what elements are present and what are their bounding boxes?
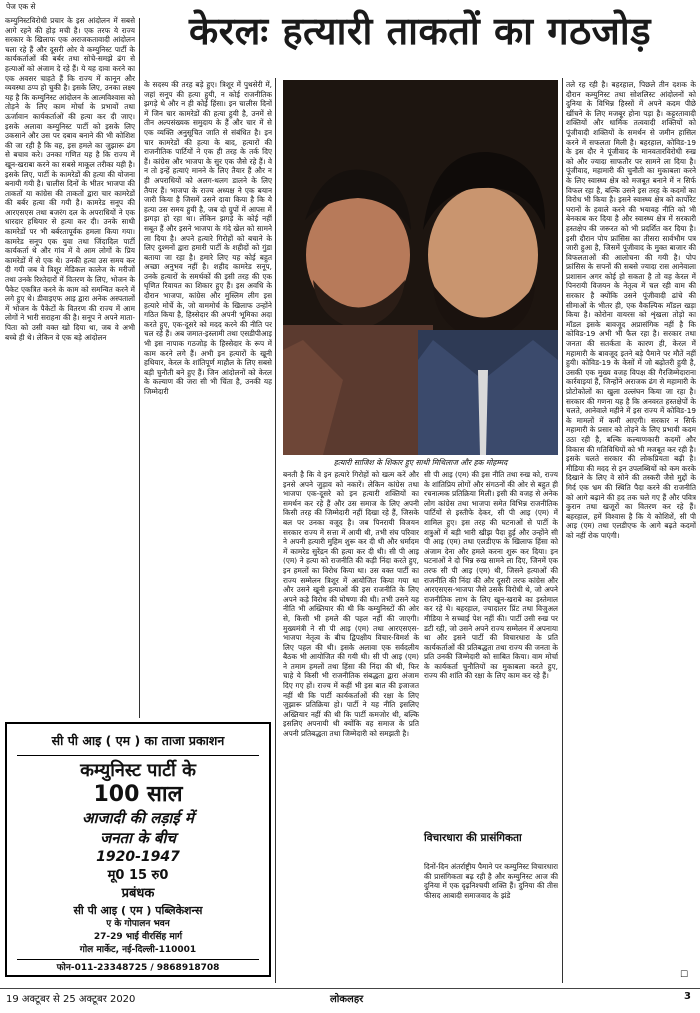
two-men-portrait-image: [283, 80, 558, 455]
ad-book-line1: कम्युनिस्ट पार्टी के: [80, 760, 196, 781]
ad-address-2: 27-29 भाई वीरसिंह मार्ग: [93, 932, 183, 942]
ad-book-line2: 100 साल: [93, 782, 183, 807]
footer-rule: [0, 988, 700, 989]
ad-address-3: गोल मार्केट, नई-दिल्ली-110001: [79, 945, 197, 955]
article-column-4-continued: दिनों-दिन अंतर्राष्ट्रीय पैमाने पर कम्युनिस्ट विचारधारा की प्रासंगिकता बढ़ रही है और कम्युनिस्ट आज की दुनिया में एक दृढ़निश्चयी शक्ति हैं। दुनिया की तीस फीसद आबादी समाजवाद के झंडे: [424, 862, 558, 900]
article-column-1: कम्युनिस्टविरोधी प्रचार के इस आंदोलन में सबसे आगे रहने की होड़ मची है। एक तरफ ये राज्य सरकार के खिलाफ एक अराजकतावादी आंदोलन चला रहे हैं और दूसरी ओर वे कम्युनिस्ट पार्टी के कार्यकर्ताओं की बर्बर तथा सोचे-समझे ढंग से हत्याओं को अंजाम दे रहे हैं। ये यह दावा करने का एक अवसर चाहते हैं कि राज्य में कानून और व्यवस्था ठप्प हो चुकी है। इसके लिए, उनका लक्ष्य यह है कि कम्युनिस्ट आंदोलन के आत्मविश्वास को तोड़ने के लिए काम मोर्चा के प्रभावों तथा ऊर्जावान कार्यकर्ताओं की हत्या कर दी जाए। इसके अलावा कम्युनिस्ट पार्टी को इसके लिए उकसाने और उस पर दबाव बनाने की भी कोशिश की जा रही है कि वह, इस हमले का जुझारू ढंग से बचाव करे। उनका गणित यह है कि राज्य में खून-खराबा करने का सबसे माकूल तरीका यही है। इसके लिए, पार्टी के कामरेडों की हत्या की योजना बनायी गयी है। चालीस दिनों के भीतर भाजपा की ताकतों या कांग्रेस की ताकतों द्वारा चार कामरेडों की बर्बर हत्या की गयी है। कामरेड सनूप की आरएसएस तथा बजरंग दल के अपराधियों ने एक धारदार हथियार से हत्या कर दी। उनके साथी कामरेडों पर भी बर्बरतापूर्वक हमला किया गया। कामरेड सनूप एक युवा तथा जिंदादिल पार्टी कार्यकर्ता थे और गांव में वे आम लोगों के प्रिय कामरेडों में से एक थे। उनकी हत्या उस समय कर दी गयी जब वे त्रिशूर मेडिकल कालेज के मरीजों तथा उनके रिश्तेदारों में वितरण के लिए, भोजन के पैकेट एकत्रित करने के काम को समन्वित करने में लगे हुए थे। डीवाइएफ आइ द्वारा अनेक अस्पतालों में भोजन के पैकेटों के वितरण की राज्य में आम लोगों ने भारी सराहना की है। सनूप ने अपने माता-पिता को उसी वक्त खो दिया था, जब वे अभी बच्चे ही थे। लेकिन वे एक बड़े आंदोलन: [5, 16, 135, 342]
news-photo: [283, 80, 558, 455]
column-divider: [562, 78, 563, 983]
ad-book-line3: आजादी की लड़ाई में: [82, 809, 194, 827]
column-divider: [139, 18, 140, 718]
article-column-5: तले रह रही है। बहरहाल, पिछले तीन दशक के दौरान कम्युनिस्ट तथा सोशलिस्ट आंदोलनों को दुनिया के विभिन्न हिस्सों में अपने कदम पीछे खींचने के लिए मजबूर होना पड़ा है। कट्टरतावादी शक्तियों और धार्मिक तत्ववादी शक्तियों को पूंजीवादी शक्तियों के समर्थन से जमीन हासिल करने में सफलता मिली है। बहरहाल, कोविड-19 के इस दौर ने पूंजीवाद के मानवतारविरोधी रुख को और ज्यादा साफतौर पर सामने ला दिया है। पूंजीवाद, महामारी की चुनौती का मुकाबला करने के लिए स्वास्थ्य क्षेत्र को मजबूत बनाने में न सिर्फ विफल रहा है, बल्कि उसने इस तरह के कदमों का विरोध भी किया है। इसने स्वास्थ्य क्षेत्र को कार्पोरेट घरानों के हवाले करने की भयावह नीति को भी बेनकाब कर दिया है और स्वास्थ्य क्षेत्र में सरकारी हस्तक्षेप की जरूरत को भी प्रदर्शित कर दिया है। इसी दौरान पोप फ्रांसिस का तीसरा सार्वभौम पत्र जारी हुआ है, जिसमें पूंजीवाद के मुक्त बाजार की विफलताओं की आलोचना की गयी है। पोप फ्रांसिस के सपनों की सबसे ज्यादा रास आनेवाला प्रशासन अगर कोई हो सकता है तो वह केरल में पिनरायी विजयन के नेतृत्व में चल रही वाम की सरकार है क्योंकि उसने पूंजीवादी ढांचे की सीमाओं के भीतर ही, एक वैकल्पिक मॉडल खड़ा किया है। कोरोना वायरस को शृंखला तोड़ो का मॉडल इसके बावजूद अप्रासंगिक नहीं है कि कोविड-19 अभी भी फैल रहा है। सरकार तथा जनता की सतर्कता के कारण ही, केरल में महामारी के बावजूद इतने बड़े पैमाने पर मौतें नहीं हुयी। कोविड-19 के केसों में जो बढ़ोतरी हुयी है, उसकी एक मुख्य वजह विपक्ष की गैरजिम्मेदाराना कार्रवाइयां हैं, जिन्होंने अराजक ढंग से महामारी के प्रोटोकोलों का खुला उल्लंघन किया जा रहा है। सरकार की गणना यह है कि अनवरत हस्तक्षेपों के चलते, आनेवाले महीने में इस राज्य में कोविड-19 के मामलों में कमी आएगी। सरकार न सिर्फ महामारी के प्रसार को तोड़ने के लिए प्रभावी कदम उठा रही है, बल्कि कल्याणकारी कदमों और विकास की गतिविधियों को भी मजबूत कर रही है। इसके चलते सरकार की लोकप्रियता बढ़ी है। मीडिया की मदद से इन उपलब्धियों को कम करके दिखाने के लिए वे सोने की तस्करी जैसे मुद्दों के गिर्द एक भ्रम की स्थिति पैदा करने की राजनीति को आगे बढ़ाने की हद तक चले गए हैं और पवित्र कुरान तथा खजूरों का वितरण कर रहे हैं। बहरहाल, हमें विश्वास है कि ये कोशिशें, सी पी आइ (एम) तथा एलडीएफ के आगे बढ़ते कदमों को नहीं रोक पाएंगी।: [566, 80, 696, 540]
ad-publisher: सी पी आइ ( एम ) पब्लिकेशन्स: [73, 904, 203, 917]
footer-page-number: 3: [684, 991, 691, 1002]
article-column-2: के सदस्य की तरह बड़े हुए। त्रिशूर में पुथसेरी में, जहां सनूप की हत्या हुयी, न कोई राजनीतिक झगड़े थे और न ही कोई हिंसा। इन चालीस दिनों में जिन चार कामरेडों की हत्या हुयी है, उनमें से तीन अल्पसंख्यक समुदाय के हैं और चार में से एक व्यक्ति अनुसूचित जाति से संबंधित है। इन चार कामरेडों की हत्या के बाद, हत्यारों की राजनीतिक पार्टियों ने एक ही तरह के तर्क दिए हैं। कांग्रेस और भाजपा के सुर एक जैसे रहे हैं। वे न तो इन्हें हत्याएं मानने के लिए तैयार हैं और न ही अपराधियों को अलग-थलग डालने के लिए तैयार हैं। भाजपा के राज्य अध्यक्ष ने एक बयान जारी किया है जिसमें उसने दावा किया है कि ये हत्या उस समय हुयी है, जब दो ग्रुपों में आपस में झगड़ा हो रहा था। लेकिन झगड़े के कोई नहीं सबूत हैं और इसने भाजपा के गंदे खेल को सामने ला दिया है। अपने हत्यारे गिरोहों को बचाने के लिए दुश्मनों द्वारा हमारी पार्टी के शहीदों को गुंडा बताया जा रहा है। हमारे लिए यह कोई बहुत अच्छा अनुभव नहीं है। शहीद कामरेड सनूप, उनके हत्यारों के समर्थकों की इसी तरह की एक घृणित रिवायत का शिकार हुए हैं। इस अवधि के दौरान भाजपा, कांग्रेस और मुस्लिम लीग इस हत्यारे मोर्चे के, जो वाममोर्च के खिलाफ उन्होंने गठित किया है, हिस्सेदार की अपनी भूमिका अदा करते हुए, एक-दूसरे को मदद करने की नीति पर चल रहे हैं। अब जमात-इस्लामी तथा एसडीपीआइ भी इस नापाक गठजोड़ के हिस्सेदार के रूप में काम करने लगे हैं। अभी इन हत्यारों के खूनी हथियार, केरल के शांतिपूर्ण माहौल के लिए सबसे बड़ी चुनौती बने हुए हैं। जिन आंदोलनों को केरल के कल्याण की जरा सी भी चिंता है, उनकी यह जिम्मेदारी: [144, 80, 272, 396]
ad-book-line4: जनता के बीच: [100, 829, 176, 847]
ad-manager-label: प्रबंधक: [121, 886, 155, 901]
ad-title: सी पी आइ ( एम ) का ताजा प्रकाशन: [51, 733, 225, 748]
ad-price: मू0 15 रु0: [107, 868, 169, 883]
article-column-4: सी पी आइ (एम) की इस नीति तथा रुख को, राज्य के शांतिप्रिय लोगों और संगठनों की ओर से बहुत ही रचनात्मक प्रतिक्रिया मिली। इसी की वजह से अनेक लोग कांग्रेस तथा भाजपा समेत विभिन्न राजनीतिक पार्टियों से इस्तीफे देकर, सी पी आइ (एम) में शामिल हुए। इस तरह की घटनाओं से पार्टी के शत्रुओं में बड़ी भारी खीझ पैदा हुई और उन्होंने सी पी आइ (एम) तथा एलडीएफ के खिलाफ हिंसा को अंजाम देना और हमले करना शुरू कर दिया। इन घटनाओं ने दो भिन्न रुख सामने ला दिए, जिनमें एक तरफ सी पी आइ (एम) थी, जिसने हत्याओं की राजनीति की निंदा की और दूसरी तरफ कांग्रेस और आरएसएस-भाजपा जैसे उसके विरोधी थे, जो अपने राजनीतिक लाभ के लिए खून-खराबे का इस्तेमाल कर रहे थे। बहरहाल, ज्यादातर प्रिंट तथा विजुअल मीडिया ने सच्चाई पेश नहीं की। पार्टी उसी रुख पर डटी रही, जो उसने अपने राज्य सम्मेलन में अपनाया था और इसने पार्टी की विचारधारा के प्रति कार्यकर्ताओं की प्रतिबद्धता तथा राज्य की जनता के प्रति उनकी जिम्मेदारी को साबित किया। वाम मोर्चा के कार्यकर्ता चुनौतियों का मुकाबला करते हुए, राज्य की शांति की रक्षा के लिए काम कर रहे हैं।: [424, 470, 558, 681]
ad-address-1: ए के गोपालन भवन: [106, 919, 170, 929]
footer-paper-name: लोकलहर: [330, 994, 364, 1005]
page-label: पेज एक से: [6, 2, 36, 11]
ad-divider: [17, 755, 259, 756]
publication-advertisement: [5, 722, 271, 977]
photo-caption: हत्यारी साजिश के शिकार हुए साथी मिथिलाज और हक मोहम्मद: [333, 458, 508, 467]
ad-book-years: 1920-1947: [96, 849, 180, 865]
article-column-3: बनती है कि वे इन हत्यारे गिरोहों को खत्म करें और इनसे अपने जुड़ाव को नकारें। लेकिन कांग्रेस तथा भाजपा एक-दूसरे को इन हत्यारी शक्तियों का समर्थन कर रहे हैं और उस समाज के लिए अपनी किसी तरह की जिम्मेदारी नहीं दिखा रहे हैं, जिसके बल पर उनका वजूद है। जब पिनरायी विजयन सरकार राज्य में सत्ता में आयी थी, तभी संघ परिवार ने अपनी हत्यारी मुहिम शुरू कर दी थी और धर्मादम में कामरेड सुरेंद्रन की हत्या कर दी थी। सी पी आइ (एम) ने हत्या को राजनीति की कड़ी निंदा करते हुए, इन हमलों का विरोध किया था। उस वक्त पार्टी का राज्य सम्मेलन त्रिशूर में आयोजित किया गया था और उसने खूनी हत्याओं की इस राजनीति के लिए अपने कड़े विरोध की घोषणा की थी। तभी उसने यह नीति भी अख्तियार की थी कि कम्युनिस्टों की ओर से, किसी भी हमले की पहल नहीं की जाएगी। मुख्यमंत्री ने सी पी आइ (एम) तथा आरएसएस-भाजपा नेतृत्व के बीच द्विपक्षीय विचार-विमर्श के लिए पहल की थी। इसके अलावा एक सर्वदलीय बैठक भी आयोजित की गयी थी। सी पी आइ (एम) ने तमाम हमलों तथा हिंसा की निंदा की थी, फिर चाहे ये किसी भी राजनीतिक संबद्धता द्वारा अंजाम दिए गए हों। राज्य में कहीं भी इस बात की इजाजत नहीं थी कि पार्टी कार्यकर्ताओं की रक्षा के लिए जुझारू प्रतिक्रिया हो। पार्टी ने यह नीति इसलिए अख्तियार नहीं की थी कि पार्टी कमजोर थी, बल्कि इसलिए अपनायी थी क्योंकि वह समाज के प्रति अपनी प्रतिबद्धता तथा जिम्मेदारी को समझती है।: [283, 470, 419, 739]
footer-date: 19 अक्टूबर से 25 अक्टूबर 2020: [6, 994, 136, 1005]
sub-heading: विचारधारा की प्रासंगिकता: [424, 832, 522, 844]
ad-phone: फोन-011-23348725 / 9868918708: [56, 963, 220, 973]
end-mark: ☐: [680, 970, 689, 980]
ad-divider: [17, 959, 259, 960]
column-divider: [275, 78, 276, 983]
headline: केरलः हत्यारी ताकतों का गठजोड़: [188, 9, 652, 53]
